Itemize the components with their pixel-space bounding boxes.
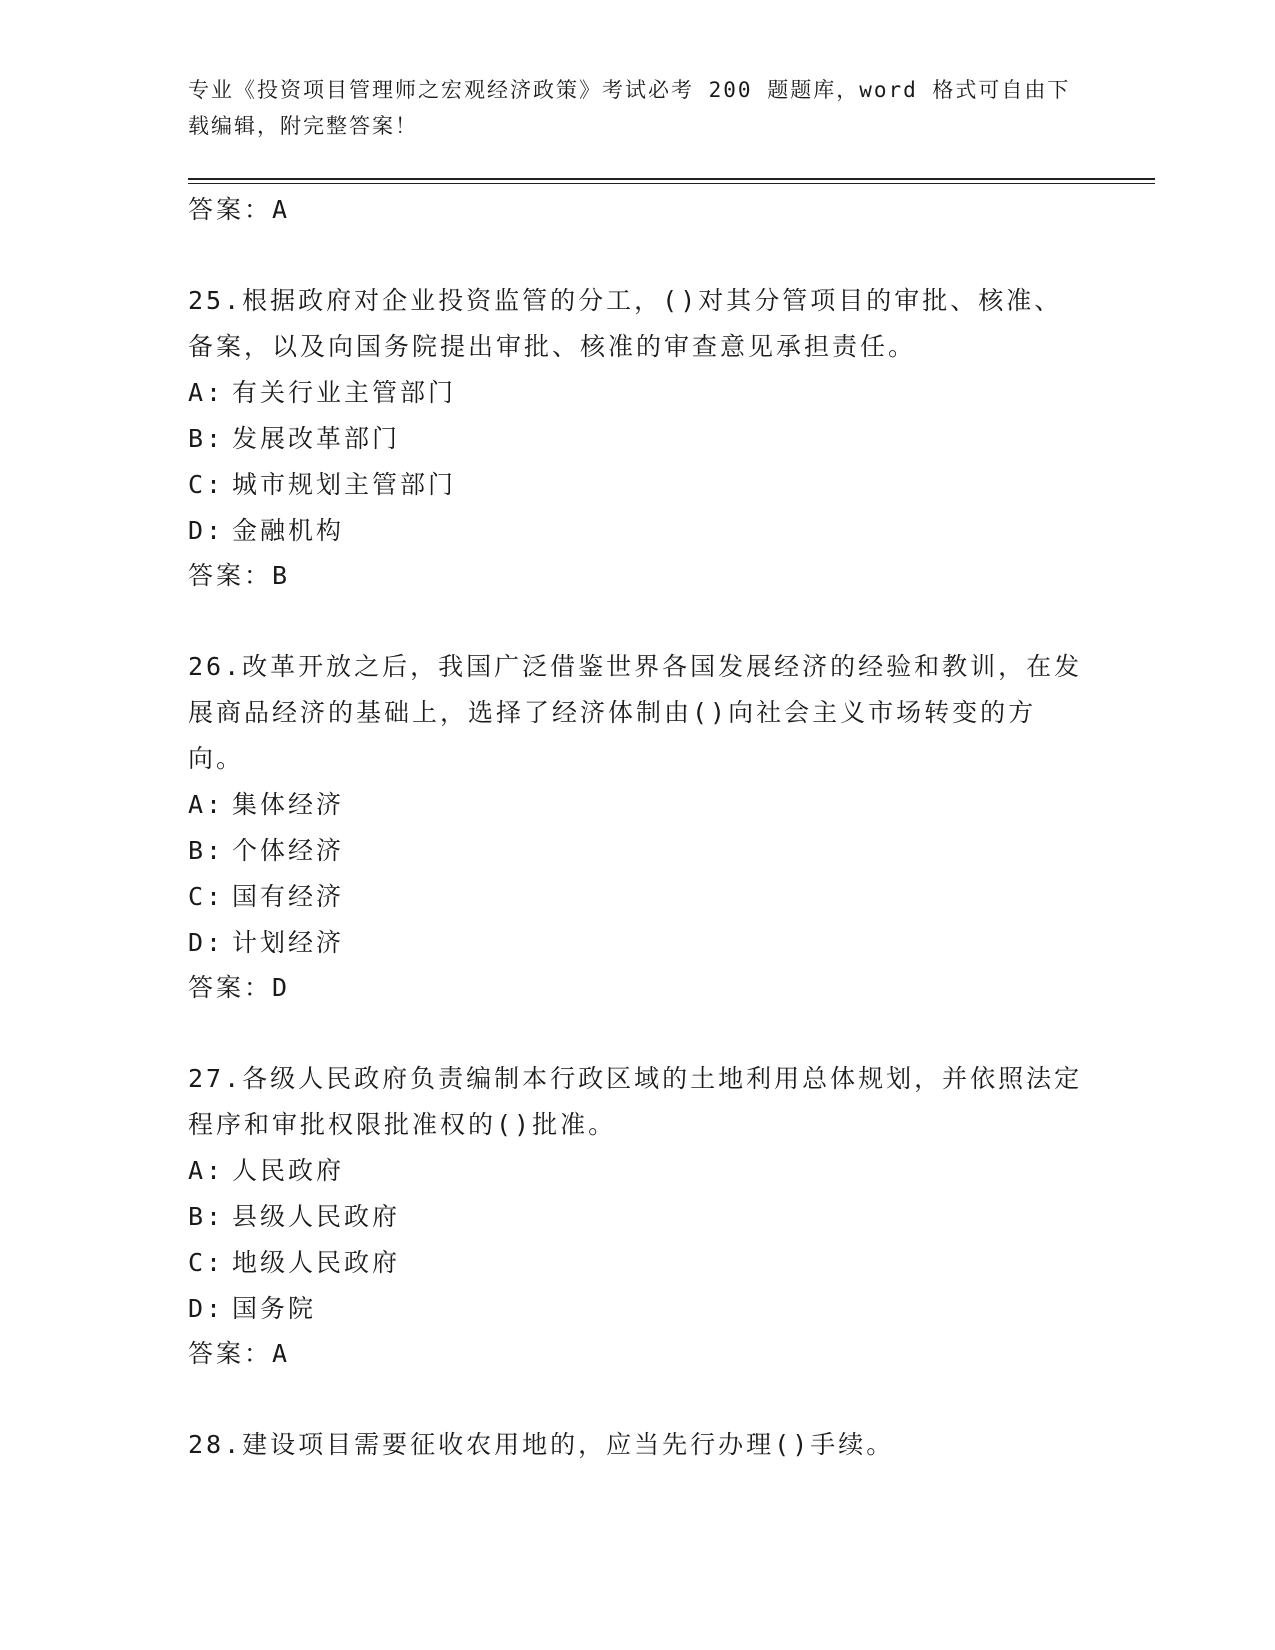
option-text: 金融机构 (232, 516, 345, 545)
option-text: 计划经济 (232, 928, 345, 957)
option-text: 国有经济 (232, 882, 345, 911)
option-letter: A: (188, 790, 225, 819)
question-text: 27.各级人民政府负责编制本行政区域的土地利用总体规划，并依照法定程序和审批权限批准权的()批准。 (188, 1064, 1083, 1139)
header-title: 专业《投资项目管理师之宏观经济政策》考试必考 200 题题库，word 格式可自由下载编辑，附完整答案！ (188, 78, 1071, 138)
question-28 (188, 1422, 1088, 1468)
option-text: 人民政府 (232, 1156, 345, 1185)
option-text: 国务院 (232, 1294, 317, 1323)
document-header (188, 72, 1088, 144)
option-letter: A: (188, 1156, 225, 1185)
option-letter: B: (188, 836, 225, 865)
question-text: 25.根据政府对企业投资监管的分工，()对其分管项目的审批、核准、备案，以及向国务院提出审批、核准的审查意见承担责任。 (188, 286, 1063, 361)
option-b (188, 416, 1088, 462)
option-a (188, 370, 1088, 416)
option-letter: C: (188, 1248, 225, 1277)
option-text: 县级人民政府 (232, 1202, 401, 1231)
option-text: 集体经济 (232, 790, 345, 819)
option-c (188, 1240, 1088, 1286)
option-d (188, 508, 1088, 554)
option-c (188, 874, 1088, 920)
question-answer: 答案：B (188, 561, 291, 590)
option-a (188, 1148, 1088, 1194)
question-answer: 答案：D (188, 973, 291, 1002)
option-d (188, 1286, 1088, 1332)
option-text: 地级人民政府 (232, 1248, 401, 1277)
question-26 (188, 644, 1088, 1006)
header-divider-thick (188, 178, 1155, 180)
option-letter: C: (188, 882, 225, 911)
option-letter: B: (188, 1202, 225, 1231)
option-text: 城市规划主管部门 (232, 470, 457, 499)
option-letter: A: (188, 378, 225, 407)
option-a (188, 782, 1088, 828)
question-list (188, 192, 1088, 1468)
question-text: 26.改革开放之后，我国广泛借鉴世界各国发展经济的经验和教训，在发展商品经济的基础上，选择了经济体制由()向社会主义市场转变的方向。 (188, 652, 1083, 773)
option-text: 个体经济 (232, 836, 345, 865)
option-c (188, 462, 1088, 508)
question-25 (188, 278, 1088, 594)
option-letter: D: (188, 928, 225, 957)
option-d (188, 920, 1088, 966)
option-b (188, 828, 1088, 874)
option-text: 发展改革部门 (232, 424, 401, 453)
question-answer: 答案：A (188, 1339, 291, 1368)
header-divider-thin (188, 183, 1155, 184)
option-letter: D: (188, 516, 225, 545)
option-letter: C: (188, 470, 225, 499)
option-letter: B: (188, 424, 225, 453)
option-text: 有关行业主管部门 (232, 378, 457, 407)
option-b (188, 1194, 1088, 1240)
question-text: 28.建设项目需要征收农用地的，应当先行办理()手续。 (188, 1430, 895, 1459)
option-letter: D: (188, 1294, 225, 1323)
previous-answer: 答案：A (188, 195, 291, 224)
question-27 (188, 1056, 1088, 1372)
